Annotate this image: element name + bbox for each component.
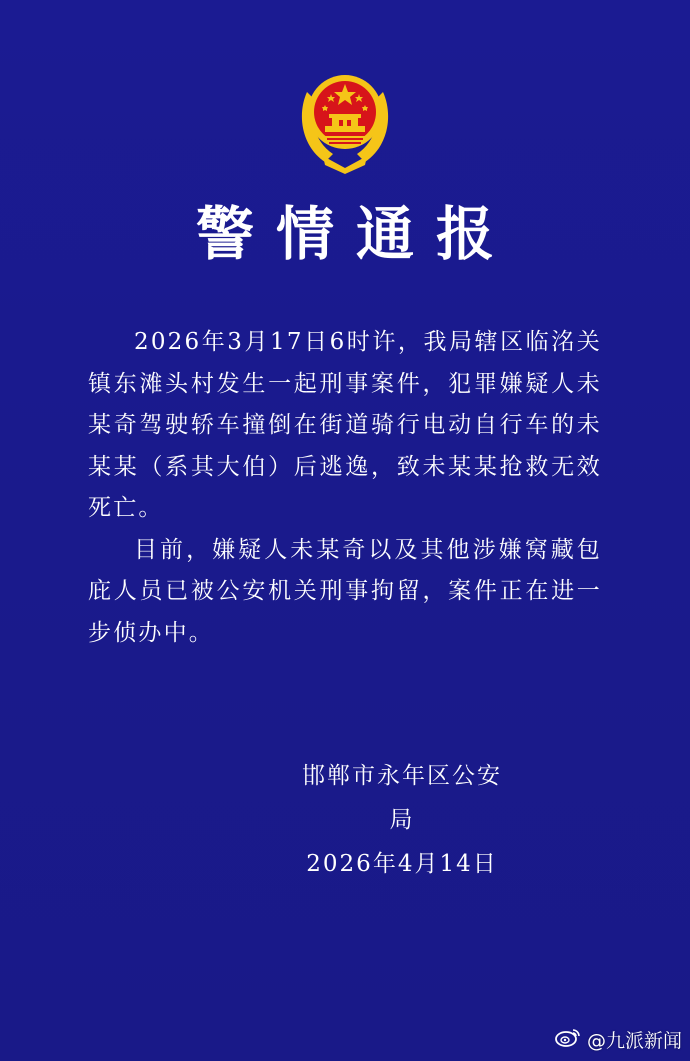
police-emblem-icon	[295, 62, 395, 174]
weibo-icon	[555, 1027, 581, 1052]
notice-paragraph: 2026年3月17日6时许，我局辖区临洺关镇东滩头村发生一起刑事案件，犯罪嫌疑人未某奇驾驶轿车撞倒在街道骑行电动自行车的未某某（系其大伯）后逃逸，致未某某抢救无效死亡。	[88, 329, 602, 521]
notice-signature	[292, 754, 532, 886]
issuer-name: 邯郸市永年区公安局	[302, 763, 502, 833]
source-watermark	[555, 1026, 682, 1053]
issue-date: 2026年4月14日	[306, 851, 498, 877]
notice-body	[88, 322, 602, 654]
notice-paragraph: 目前，嫌疑人未某奇以及其他涉嫌窝藏包庇人员已被公安机关刑事拘留，案件正在进一步侦办中。	[88, 536, 602, 646]
notice-title: 警情通报	[195, 200, 516, 268]
watermark-text: @九派新闻	[586, 1030, 682, 1052]
